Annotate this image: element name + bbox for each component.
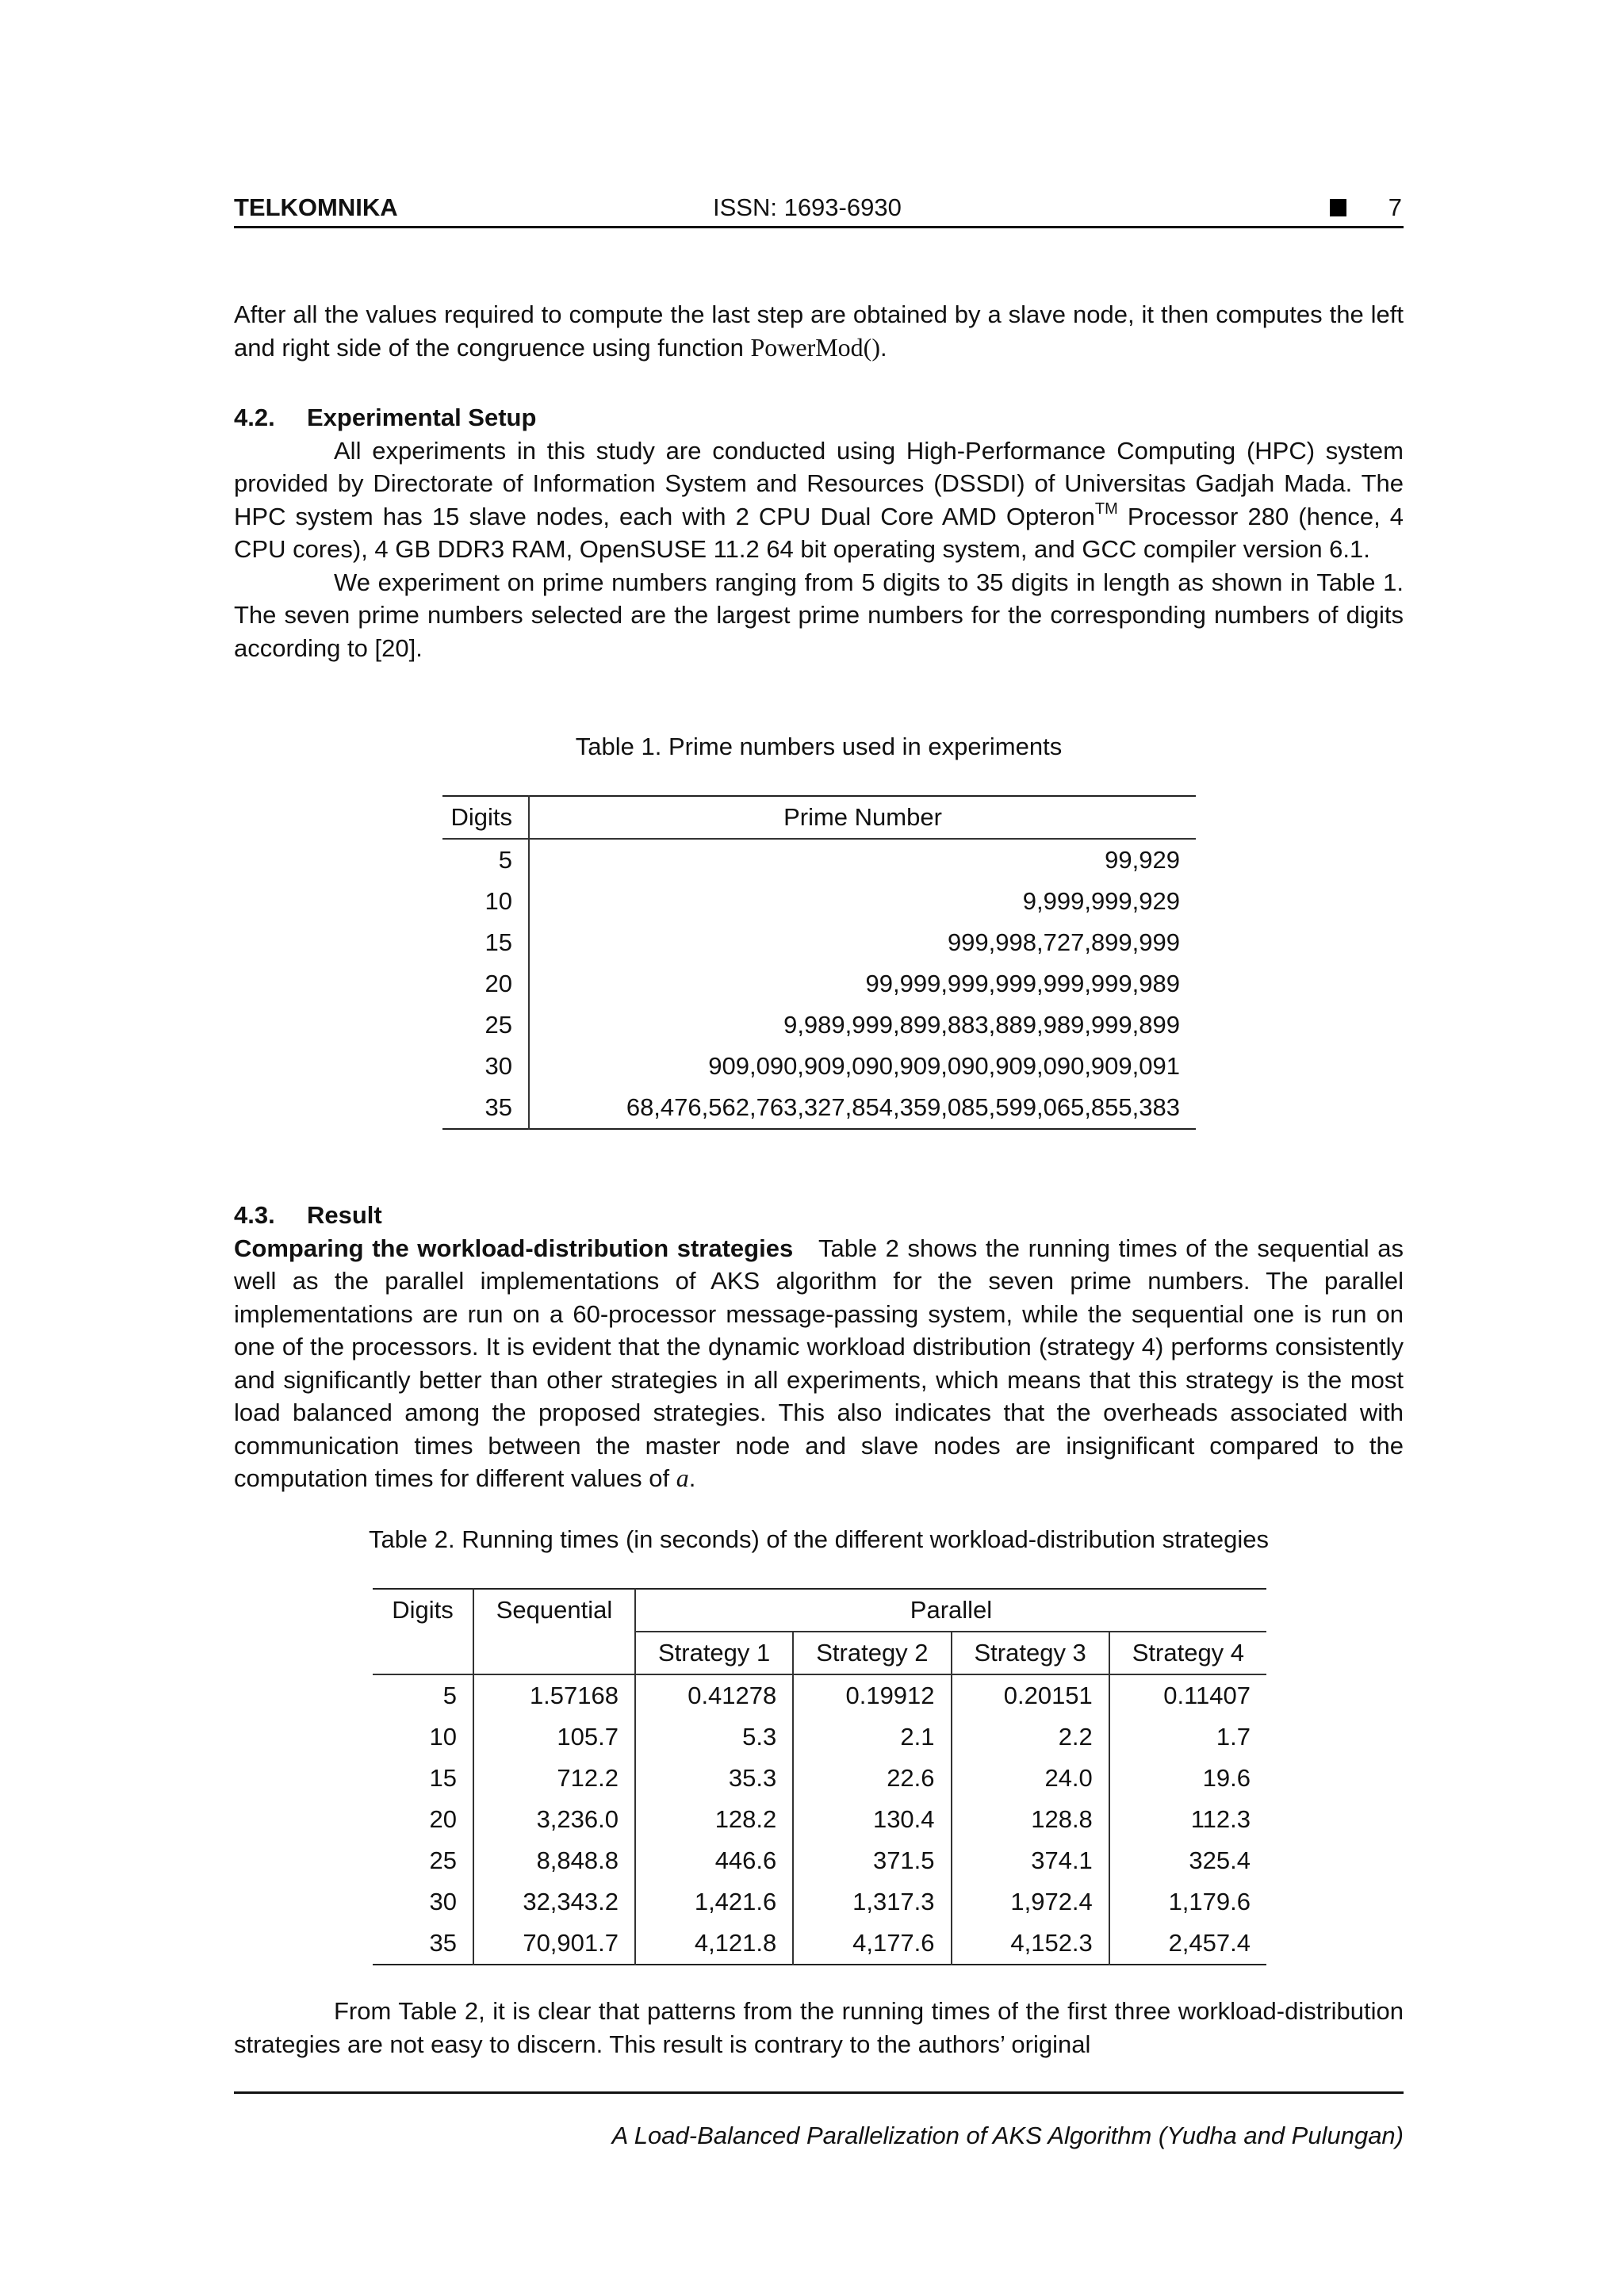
cell-strategy-3: 24.0 (952, 1758, 1109, 1799)
page-number: 7 (1388, 193, 1402, 221)
section-heading: 4.3. Result (234, 1201, 382, 1229)
cell-digits: 25 (442, 1004, 529, 1046)
table-row (373, 1840, 1266, 1881)
col-header-sequential: Sequential (473, 1589, 635, 1674)
cell-strategy-2: 371.5 (793, 1840, 951, 1881)
cell-sequential: 70,901.7 (473, 1923, 635, 1965)
table-row (442, 881, 1196, 922)
square-bullet-icon (1330, 199, 1346, 216)
cell-digits: 30 (442, 1046, 529, 1087)
journal-name: TELKOMNIKA (234, 193, 398, 221)
cell-strategy-4: 2,457.4 (1168, 1929, 1251, 1957)
col-header-strategy-4: Strategy 4 (1109, 1632, 1266, 1674)
cell-strategy-2: 0.19912 (793, 1674, 951, 1716)
cell-strategy-1: 0.41278 (635, 1674, 793, 1716)
cell-sequential: 32,343.2 (473, 1881, 635, 1923)
cell-digits: 10 (373, 1716, 473, 1758)
running-title: A Load-Balanced Parallelization of AKS Algorithm (Yudha and Pulungan) (611, 2122, 1404, 2149)
table-row (442, 1004, 1196, 1046)
table-row (442, 1087, 1196, 1129)
header-rule (234, 226, 1404, 228)
cell-sequential: 105.7 (473, 1716, 635, 1758)
powermod-function: PowerMod() (750, 332, 880, 362)
intro-paragraph (234, 298, 1404, 364)
cell-strategy-4: 1.7 (1216, 1723, 1251, 1751)
paragraph-heading: Comparing the workload-distribution strategies (234, 1234, 794, 1262)
cell-strategy-4: 112.3 (1190, 1805, 1251, 1833)
col-header-parallel: Parallel (910, 1596, 993, 1624)
cell-prime-number: 99,999,999,999,999,999,989 (865, 970, 1180, 997)
col-header-strategy-1: Strategy 1 (635, 1632, 793, 1674)
section-result (234, 1199, 1404, 1495)
col-header-digits: Digits (373, 1589, 473, 1674)
table-row (442, 1046, 1196, 1087)
cell-strategy-4: 325.4 (1189, 1846, 1251, 1874)
table2-running-times (373, 1588, 1266, 1965)
cell-sequential: 712.2 (473, 1758, 635, 1799)
table1-caption: Table 1. Prime numbers used in experiments (575, 733, 1063, 760)
cell-digits: 15 (442, 922, 529, 963)
cell-strategy-1: 5.3 (635, 1716, 793, 1758)
section-experimental-setup (234, 401, 1404, 664)
col-header-strategy-2: Strategy 2 (793, 1632, 951, 1674)
cell-digits: 5 (373, 1674, 473, 1716)
table-header-row (373, 1589, 1266, 1632)
result-paragraph: Comparing the workload-distribution strategies Table 2 shows the running times of the sequential as well as the parallel implementations of AKS algorithm for the seven prime numbers. The parallel implementations are run on a 60-processor message-passing system, while the sequential one is run on one of the processors. It is evident that the dynamic workload distribution (strategy 4) performs consistently and significantly better than other strategies in all experiments, which means that this strategy is the most load balanced among the proposed strategies. This also indicates that the overheads associated with communication times between the master node and slave nodes are insignificant compared to the computation times for different values of a. (234, 1234, 1404, 1492)
table-row (373, 1923, 1266, 1965)
cell-digits: 5 (442, 839, 529, 881)
cell-strategy-3: 374.1 (952, 1840, 1109, 1881)
table-row (373, 1758, 1266, 1799)
cell-strategy-1: 446.6 (635, 1840, 793, 1881)
cell-strategy-2: 130.4 (793, 1799, 951, 1840)
cell-sequential: 8,848.8 (473, 1840, 635, 1881)
cell-digits: 35 (442, 1087, 529, 1129)
cell-strategy-1: 4,121.8 (635, 1923, 793, 1965)
col-header-strategy-3: Strategy 3 (952, 1632, 1109, 1674)
cell-strategy-3: 4,152.3 (952, 1923, 1109, 1965)
trademark-sup: TM (1094, 500, 1118, 519)
closing-paragraph (234, 1995, 1404, 2061)
cell-digits: 35 (373, 1923, 473, 1965)
cell-strategy-3: 128.8 (952, 1799, 1109, 1840)
cell-prime-number: 909,090,909,090,909,090,909,090,909,091 (708, 1052, 1180, 1080)
cell-digits: 15 (373, 1758, 473, 1799)
cell-strategy-2: 22.6 (793, 1758, 951, 1799)
table-header-row (442, 796, 1196, 839)
table2-caption: Table 2. Running times (in seconds) of the different workload-distribution strategies (369, 1525, 1269, 1553)
cell-digits: 20 (373, 1799, 473, 1840)
page-header (234, 190, 1404, 225)
table-row (373, 1881, 1266, 1923)
cell-digits: 20 (442, 963, 529, 1004)
issn: ISSN: 1693-6930 (713, 193, 902, 221)
cell-strategy-1: 128.2 (635, 1799, 793, 1840)
table-row (442, 963, 1196, 1004)
cell-strategy-3: 1,972.4 (952, 1881, 1109, 1923)
cell-digits: 10 (442, 881, 529, 922)
cell-digits: 30 (373, 1881, 473, 1923)
col-header-prime-number: Prime Number (529, 796, 1196, 839)
cell-strategy-3: 2.2 (952, 1716, 1109, 1758)
cell-digits: 25 (373, 1840, 473, 1881)
table-row (373, 1716, 1266, 1758)
table-row (373, 1799, 1266, 1840)
cell-strategy-4: 1,179.6 (1168, 1888, 1251, 1915)
section-heading: 4.2. Experimental Setup (234, 404, 537, 431)
variable-a: a (676, 1464, 689, 1492)
cell-strategy-2: 4,177.6 (793, 1923, 951, 1965)
cell-strategy-4: 19.6 (1202, 1764, 1251, 1792)
cell-strategy-1: 35.3 (635, 1758, 793, 1799)
cell-prime-number: 9,989,999,899,883,889,989,999,899 (783, 1011, 1180, 1039)
table-row (373, 1674, 1266, 1716)
cell-prime-number: 999,998,727,899,999 (947, 928, 1180, 956)
setup-paragraph-2: We experiment on prime numbers ranging from 5 digits to 35 digits in length as shown in Table 1. The seven prime numbers selected are the largest prime numbers for the corresponding numbers of digits according to [20]. (234, 568, 1404, 662)
cell-prime-number: 99,929 (1105, 846, 1180, 874)
cell-sequential: 3,236.0 (473, 1799, 635, 1840)
cell-strategy-1: 1,421.6 (635, 1881, 793, 1923)
col-header-digits: Digits (442, 796, 529, 839)
cell-strategy-4: 0.11407 (1163, 1682, 1251, 1709)
cell-strategy-3: 0.20151 (952, 1674, 1109, 1716)
table-row (442, 922, 1196, 963)
intro-text: After all the values required to compute the last step are obtained by a slave node, it then computes the left and right side of the congruence using function PowerMod(). (234, 300, 1404, 362)
cell-prime-number: 9,999,999,929 (1022, 887, 1180, 915)
cell-prime-number: 68,476,562,763,327,854,359,085,599,065,855,383 (626, 1093, 1180, 1121)
table-row (442, 839, 1196, 881)
closing-text: From Table 2, it is clear that patterns from the running times of the first three workload-distribution strategies are not easy to discern. This result is contrary to the authors’ original (234, 1997, 1404, 2058)
cell-strategy-2: 1,317.3 (793, 1881, 951, 1923)
footer-rule (234, 2091, 1404, 2094)
setup-paragraph-1: All experiments in this study are conducted using High-Performance Computing (HPC) system provided by Directorate of Information System and Resources (DSSDI) of Universitas Gadjah Mada. The HPC system has 15 slave nodes, each with 2 CPU Dual Core AMD Opteron™ Processor 280 (hence, 4 CPU cores), 4 GB DDR3 RAM, OpenSUSE 11.2 64 bit operating system, and GCC compiler version 6.1. (234, 436, 1404, 563)
cell-strategy-2: 2.1 (793, 1716, 951, 1758)
cell-sequential: 1.57168 (473, 1674, 635, 1716)
table1-prime-numbers (442, 795, 1196, 1130)
